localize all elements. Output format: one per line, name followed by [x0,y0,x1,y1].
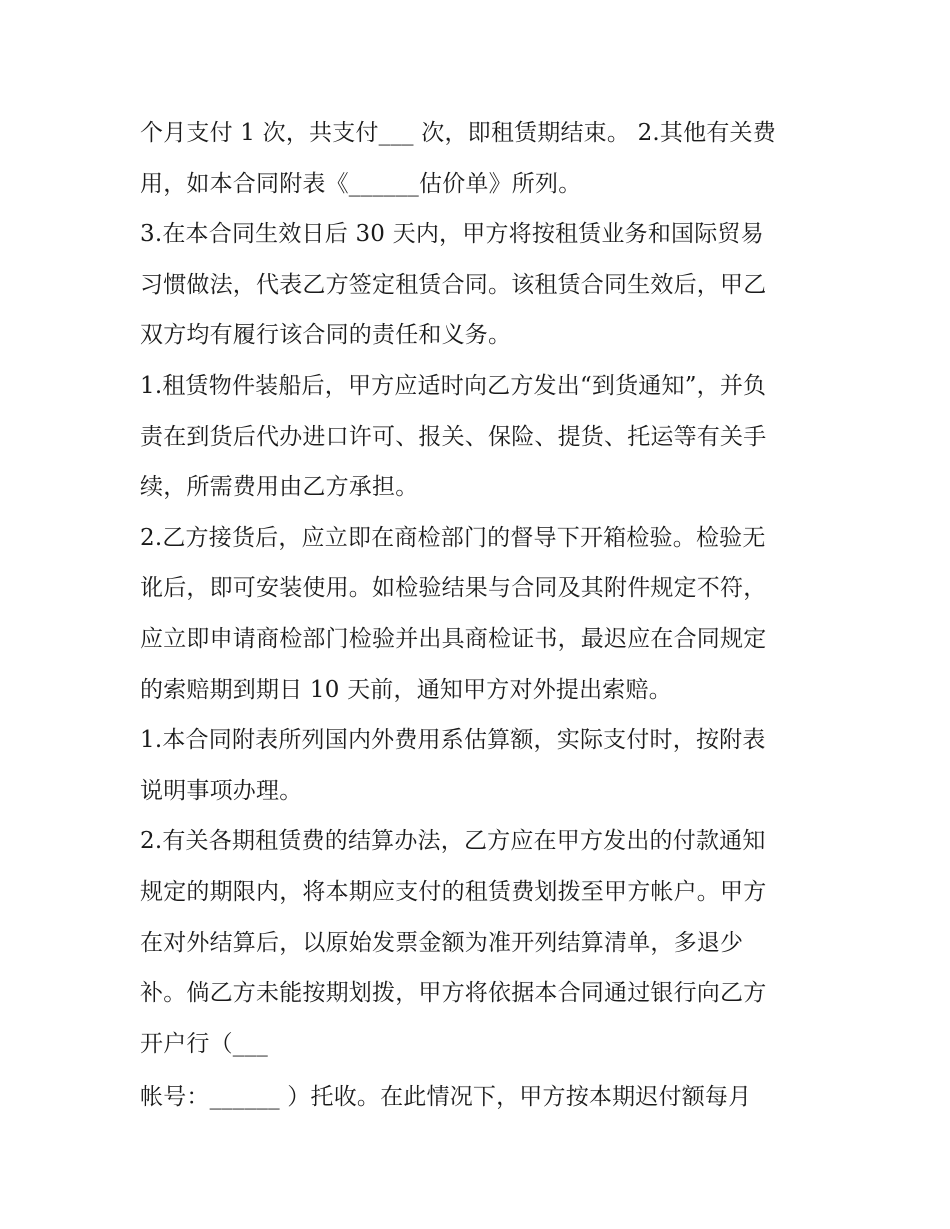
text-line: 补。倘乙方未能按期划拨，甲方将依据本合同通过银行向乙方 [140,980,767,1007]
text-line: 开户行（___ [140,1030,268,1057]
contract-text-body [140,108,830,1122]
text-line: 在对外结算后，以原始发票金额为准开列结算清单，多退少 [140,929,744,956]
text-line: 责在到货后代办进口许可、报关、保险、提货、托运等有关手 [140,423,767,450]
text-line: 习惯做法，代表乙方签定租赁合同。该租赁合同生效后，甲乙 [140,271,767,298]
text-line: 用，如本合同附表《______估价单》所列。 [140,170,582,197]
text-line: 帐号：______ ）托收。在此情况下，甲方按本期迟付额每月 [140,1083,752,1110]
text-line: 的索赔期到期日 10 天前，通知甲方对外提出索赔。 [140,676,672,703]
text-line: 2.乙方接货后，应立即在商检部门的督导下开箱检验。检验无 [140,524,766,551]
text-line: 续，所需费用由乙方承担。 [140,474,419,501]
text-line: 说明事项办理。 [140,777,303,804]
text-line: 规定的期限内，将本期应支付的租赁费划拨至甲方帐户。甲方 [140,878,767,905]
text-line: 讹后，即可安装使用。如检验结果与合同及其附件规定不符， [140,575,767,602]
text-line: 双方均有履行该合同的责任和义务。 [140,322,512,349]
text-line: 3.在本合同生效日后 30 天内，甲方将按租赁业务和国际贸易 [140,221,764,248]
text-line: 1.本合同附表所列国内外费用系估算额，实际支付时，按附表 [140,727,766,754]
text-line: 2.有关各期租赁费的结算办法，乙方应在甲方发出的付款通知 [140,828,766,855]
text-line: 个月支付 1 次，共支付___ 次，即租赁期结束。 2.其他有关费 [140,120,776,146]
text-line: 1.租赁物件装船后，甲方应适时向乙方发出“到货通知”，并负 [140,372,767,399]
text-line: 应立即申请商检部门检验并出具商检证书，最迟应在合同规定 [140,625,767,652]
